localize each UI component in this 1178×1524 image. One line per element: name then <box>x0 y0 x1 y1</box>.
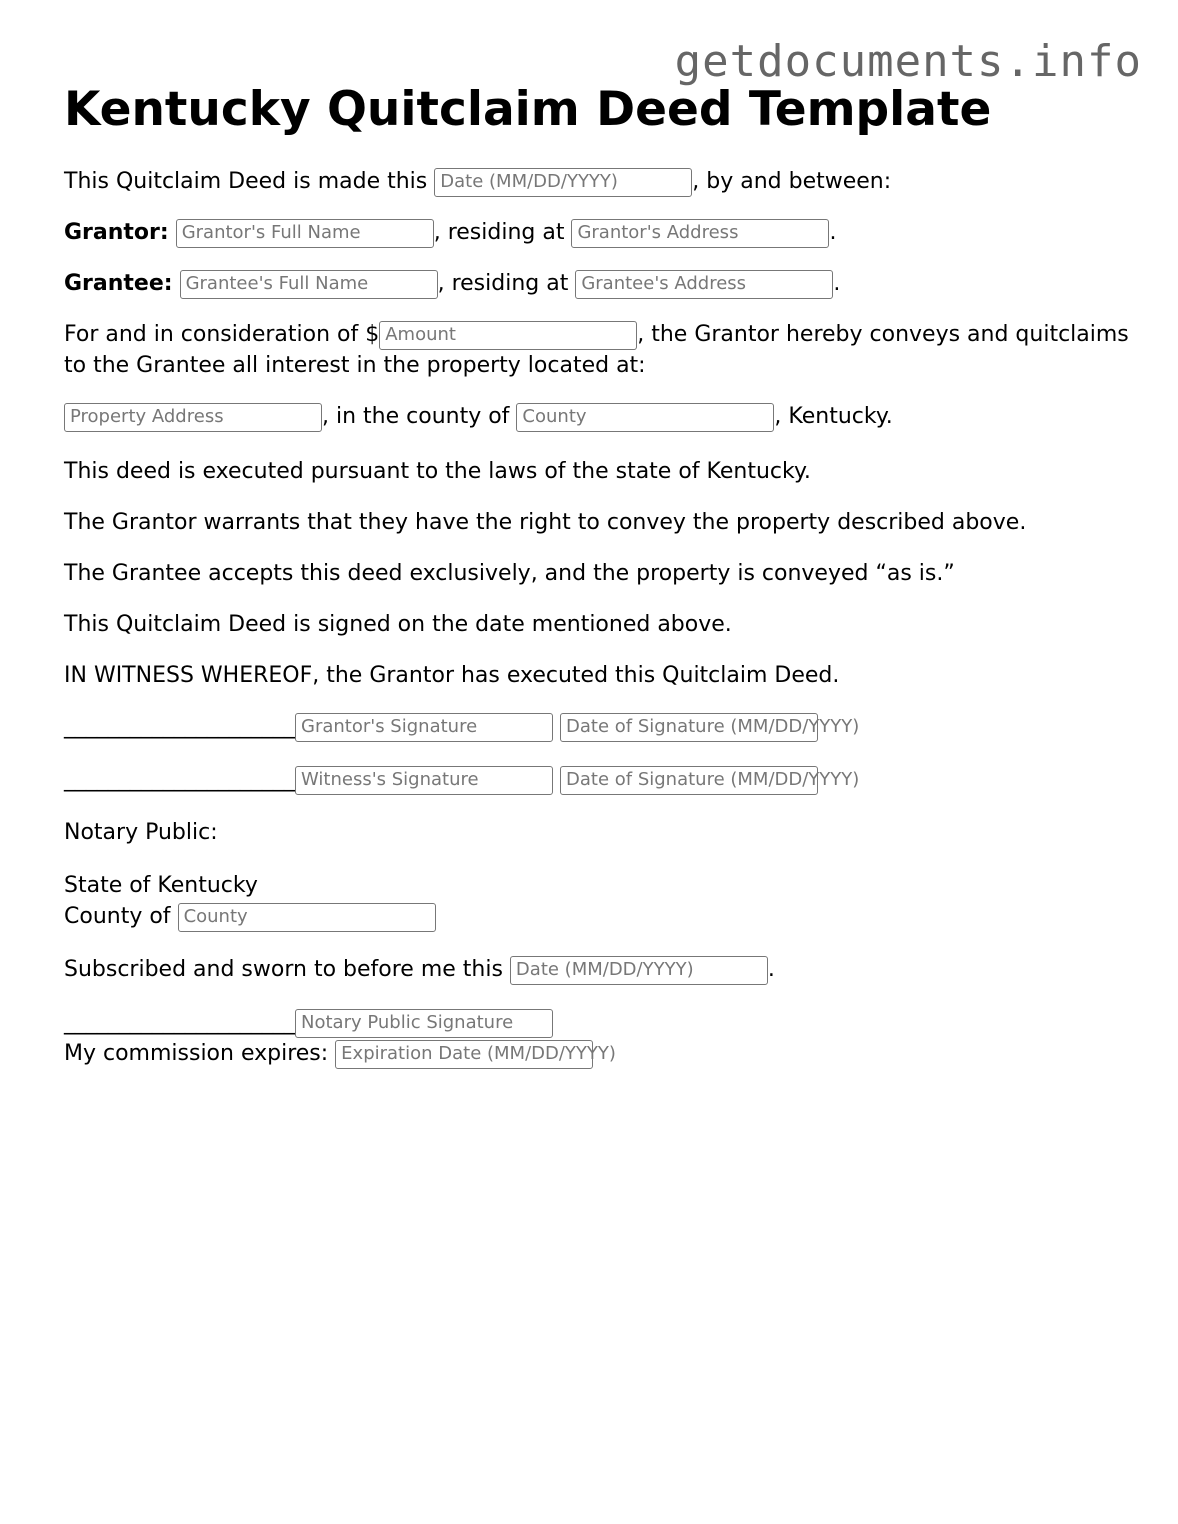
property-line <box>64 401 1144 432</box>
witness-signature-field[interactable]: Witness's Signature <box>295 766 553 795</box>
intro-suffix: , by and between: <box>692 169 892 194</box>
sworn-date-field[interactable]: Date (MM/DD/YYYY) <box>510 956 768 985</box>
grantee-end: . <box>833 271 841 296</box>
notary-state: State of Kentucky <box>64 873 258 898</box>
consideration-paragraph <box>64 319 1144 381</box>
consideration-prefix: For and in consideration of $ <box>64 322 380 347</box>
watermark: getdocuments.info <box>674 36 1142 87</box>
grantee-label: Grantee: <box>64 271 173 296</box>
property-county-field[interactable]: County <box>516 403 774 432</box>
signature-line: _____________________ <box>64 1010 295 1035</box>
grantor-signature-row <box>64 711 1144 742</box>
notary-county-label: County of <box>64 904 171 929</box>
grantor-residing-text: , residing at <box>433 220 565 245</box>
notary-county-field[interactable]: County <box>178 903 436 932</box>
document-page <box>64 80 1144 1069</box>
sworn-line <box>64 954 1144 985</box>
amount-field[interactable]: Amount <box>379 321 637 350</box>
consideration-suffix: , the Grantor hereby conveys and quitclaims to the Grantee all interest in the property located at: <box>64 322 1129 378</box>
grantor-address-field[interactable]: Grantor's Address <box>571 219 829 248</box>
grantee-address-field[interactable]: Grantee's Address <box>575 270 833 299</box>
page-title: Kentucky Quitclaim Deed Template <box>64 82 992 137</box>
grantee-residing-text: , residing at <box>437 271 569 296</box>
notary-county-line <box>64 901 1144 932</box>
paragraph-as-is: The Grantee accepts this deed exclusively, and the property is conveyed “as is.” <box>64 561 955 586</box>
notary-heading: Notary Public: <box>64 820 218 845</box>
witness-signature-row <box>64 764 1144 795</box>
grantor-signature-date-field[interactable]: Date of Signature (MM/DD/YYYY) <box>560 713 818 742</box>
paragraph-warranty: The Grantor warrants that they have the right to convey the property described above. <box>64 510 1027 535</box>
property-suffix: , Kentucky. <box>774 404 893 429</box>
grantor-end: . <box>829 220 837 245</box>
paragraph-signed-date: This Quitclaim Deed is signed on the date mentioned above. <box>64 612 732 637</box>
expiration-date-field[interactable]: Expiration Date (MM/DD/YYYY) <box>335 1040 593 1069</box>
signature-line: _____________________ <box>64 767 295 792</box>
deed-date-field[interactable]: Date (MM/DD/YYYY) <box>434 168 692 197</box>
grantor-name-field[interactable]: Grantor's Full Name <box>176 219 434 248</box>
paragraph-witness: IN WITNESS WHEREOF, the Grantor has executed this Quitclaim Deed. <box>64 663 840 688</box>
notary-signature-field[interactable]: Notary Public Signature <box>295 1009 553 1038</box>
sworn-prefix: Subscribed and sworn to before me this <box>64 957 503 982</box>
commission-line <box>64 1038 1144 1069</box>
witness-signature-date-field[interactable]: Date of Signature (MM/DD/YYYY) <box>560 766 818 795</box>
grantor-line <box>64 217 1144 248</box>
signature-line: _____________________ <box>64 714 295 739</box>
grantor-label: Grantor: <box>64 220 169 245</box>
notary-signature-row <box>64 1007 1144 1038</box>
grantee-line <box>64 268 1144 299</box>
property-county-text: , in the county of <box>322 404 510 429</box>
paragraph-laws: This deed is executed pursuant to the laws of the state of Kentucky. <box>64 459 811 484</box>
intro-line <box>64 166 1144 197</box>
grantor-signature-field[interactable]: Grantor's Signature <box>295 713 553 742</box>
sworn-end: . <box>767 957 775 982</box>
property-address-field[interactable]: Property Address <box>64 403 322 432</box>
grantee-name-field[interactable]: Grantee's Full Name <box>180 270 438 299</box>
commission-label: My commission expires: <box>64 1041 329 1066</box>
intro-prefix: This Quitclaim Deed is made this <box>64 169 428 194</box>
